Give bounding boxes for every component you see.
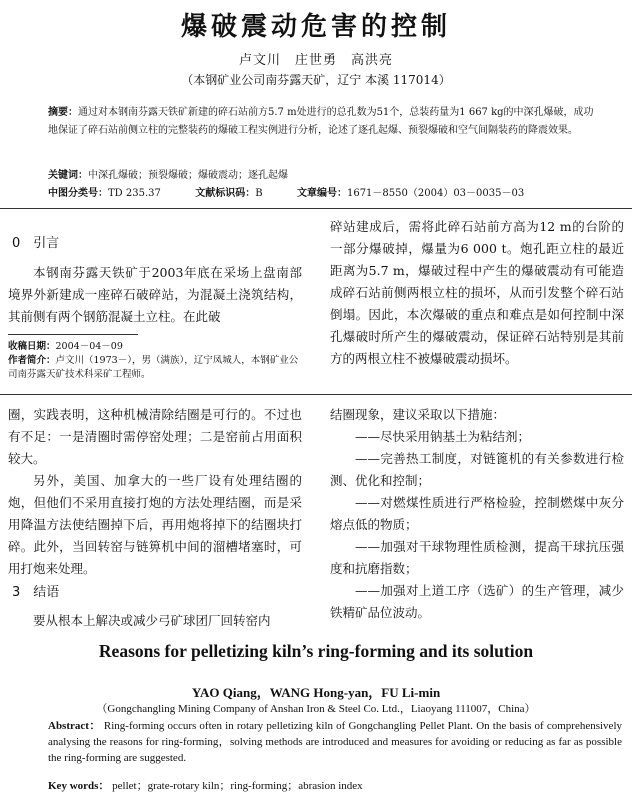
keywords-label: 关键词： <box>48 170 88 181</box>
clc-label: 中图分类号： <box>48 188 108 199</box>
author-bio-label: 作者简介： <box>8 355 56 366</box>
english-title: Reasons for pelletizing kiln’s ring-forming and its solution <box>98 641 534 661</box>
english-authors: YAO Qiang，WANG Hong-yan，FU Li-min <box>191 685 441 700</box>
chinese-keywords <box>48 166 596 181</box>
measures-intro: 结圈现象，建议采取以下措施： <box>330 407 506 422</box>
affiliation: （本钢矿业公司南芬露天矿，辽宁 本溪 117014） <box>181 73 451 87</box>
measure-item: ——加强对上道工序（选矿）的生产管理，减少铁精矿品位波动。 <box>330 583 624 620</box>
doc-code-value: B <box>255 188 263 199</box>
chinese-abstract <box>48 104 596 140</box>
paper-title: 爆破震动危害的控制 <box>180 12 451 42</box>
lower-left-paragraph-1: 圈，实践表明，这种机械清除结圈是可行的。不过也有不足：一是清圈时需停窑处理；二是窑前占用面积较大。 <box>8 407 302 466</box>
introduction-paragraph: 本钢南芬露天铁矿于2003年底在采场上盘南部境界外新建成一座碎石破碎站，为混凝土浇筑结构，其前侧有两个钢筋混凝土立柱。在此破 <box>8 265 302 324</box>
measure-item: ——完善热工制度，对链篦机的有关参数进行检测、优化和控制； <box>330 451 624 488</box>
footnote <box>8 340 304 382</box>
classification-line <box>48 184 596 199</box>
section-heading-introduction: 0 引言 <box>12 236 60 251</box>
page-section-divider <box>0 394 632 395</box>
measure-item: ——尽快采用钠基土为粘结剂； <box>355 429 531 444</box>
article-number-value: 1671－8550（2004）03－0035－03 <box>346 188 525 199</box>
measures-list <box>330 404 624 624</box>
english-keywords-text: pellet；grate-rotary kiln；ring-forming；abrasion index <box>112 780 363 792</box>
abstract-text: 通过对本钢南芬露天铁矿新建的碎石站前方5.7 m处进行的总孔数为51个，总装药量为1 667 kg的中深孔爆破，成功地保证了碎石站前侧立柱的完整装药的爆破工程实例进行分析，论述了逐孔起爆、预裂爆破和空气间隔装药的降震效果。 <box>48 107 594 136</box>
measure-item: ——加强对干球物理性质检测，提高干球抗压强度和抗磨指数； <box>330 539 624 576</box>
english-keywords-label: Key words： <box>48 780 110 792</box>
received-label: 收稿日期： <box>8 341 56 352</box>
keywords-text: 中深孔爆破；预裂爆破；爆破震动；逐孔起爆 <box>88 170 288 181</box>
lower-left-paragraph-2: 另外，美国、加拿大的一些厂设有处理结圈的炮，但他们不采用直接打炮的方法处理结圈，而是采用降温方法使结圈掉下后，再用炮将掉下的结圈块打碎。此外，当回转窑与链箅机中间的溜槽堵塞时，可用打炮来处理。 <box>8 473 302 576</box>
upper-right-paragraph: 碎站建成后，需将此碎石站前方高为12 m的台阶的一部分爆破掉，爆量为6 000 t。炮孔距立柱的最近距离为5.7 m，爆破过程中产生的爆破震动有可能造成碎石站前侧两根立柱的损坏，从而引发整个碎石站倒塌。因此，本次爆破的重点和难点是如何控制中深孔爆破时所产生的爆破震动，保证碎石站特别是其前方的两根立柱不被爆破震动损坏。 <box>330 219 624 366</box>
author-list: 卢文川 庄世勇 高洪亮 <box>238 53 393 68</box>
clc-value: TD 235.37 <box>108 188 161 199</box>
abstract-label: 摘要： <box>48 107 78 118</box>
header-divider <box>0 208 632 209</box>
english-keywords <box>48 777 622 793</box>
section-heading-conclusion: 3 结语 <box>12 585 60 600</box>
author-bio: 卢文川（1973－），男（满族），辽宁凤城人，本钢矿业公司南芬露天矿技术科采矿工程师。 <box>8 355 299 380</box>
received-date: 2004－04－09 <box>55 341 123 352</box>
english-abstract-text: Ring-forming occurs often in rotary pelletizing kiln of Gongchangling Pellet Plant. On the basis of comprehensively analysing the reasons for ring-forming，solving methods are introduced and measures for avoiding or reducing as far as possible the ring-forming are suggested. <box>48 720 622 764</box>
measure-item: ——对燃煤性质进行严格检验，控制燃煤中灰分熔点低的物质； <box>330 495 624 532</box>
footnote-divider <box>8 334 138 335</box>
english-affiliation: （Gongchangling Mining Company of Anshan Iron & Steel Co. Ltd.，Liaoyang 111007，China） <box>96 703 536 715</box>
article-number-label: 文章编号： <box>296 188 347 199</box>
english-abstract <box>48 718 622 766</box>
conclusion-paragraph: 要从根本上解决或减少弓矿球团厂回转窑内 <box>33 613 271 628</box>
english-abstract-label: Abstract： <box>48 720 101 732</box>
doc-code-label: 文献标识码： <box>195 188 256 199</box>
